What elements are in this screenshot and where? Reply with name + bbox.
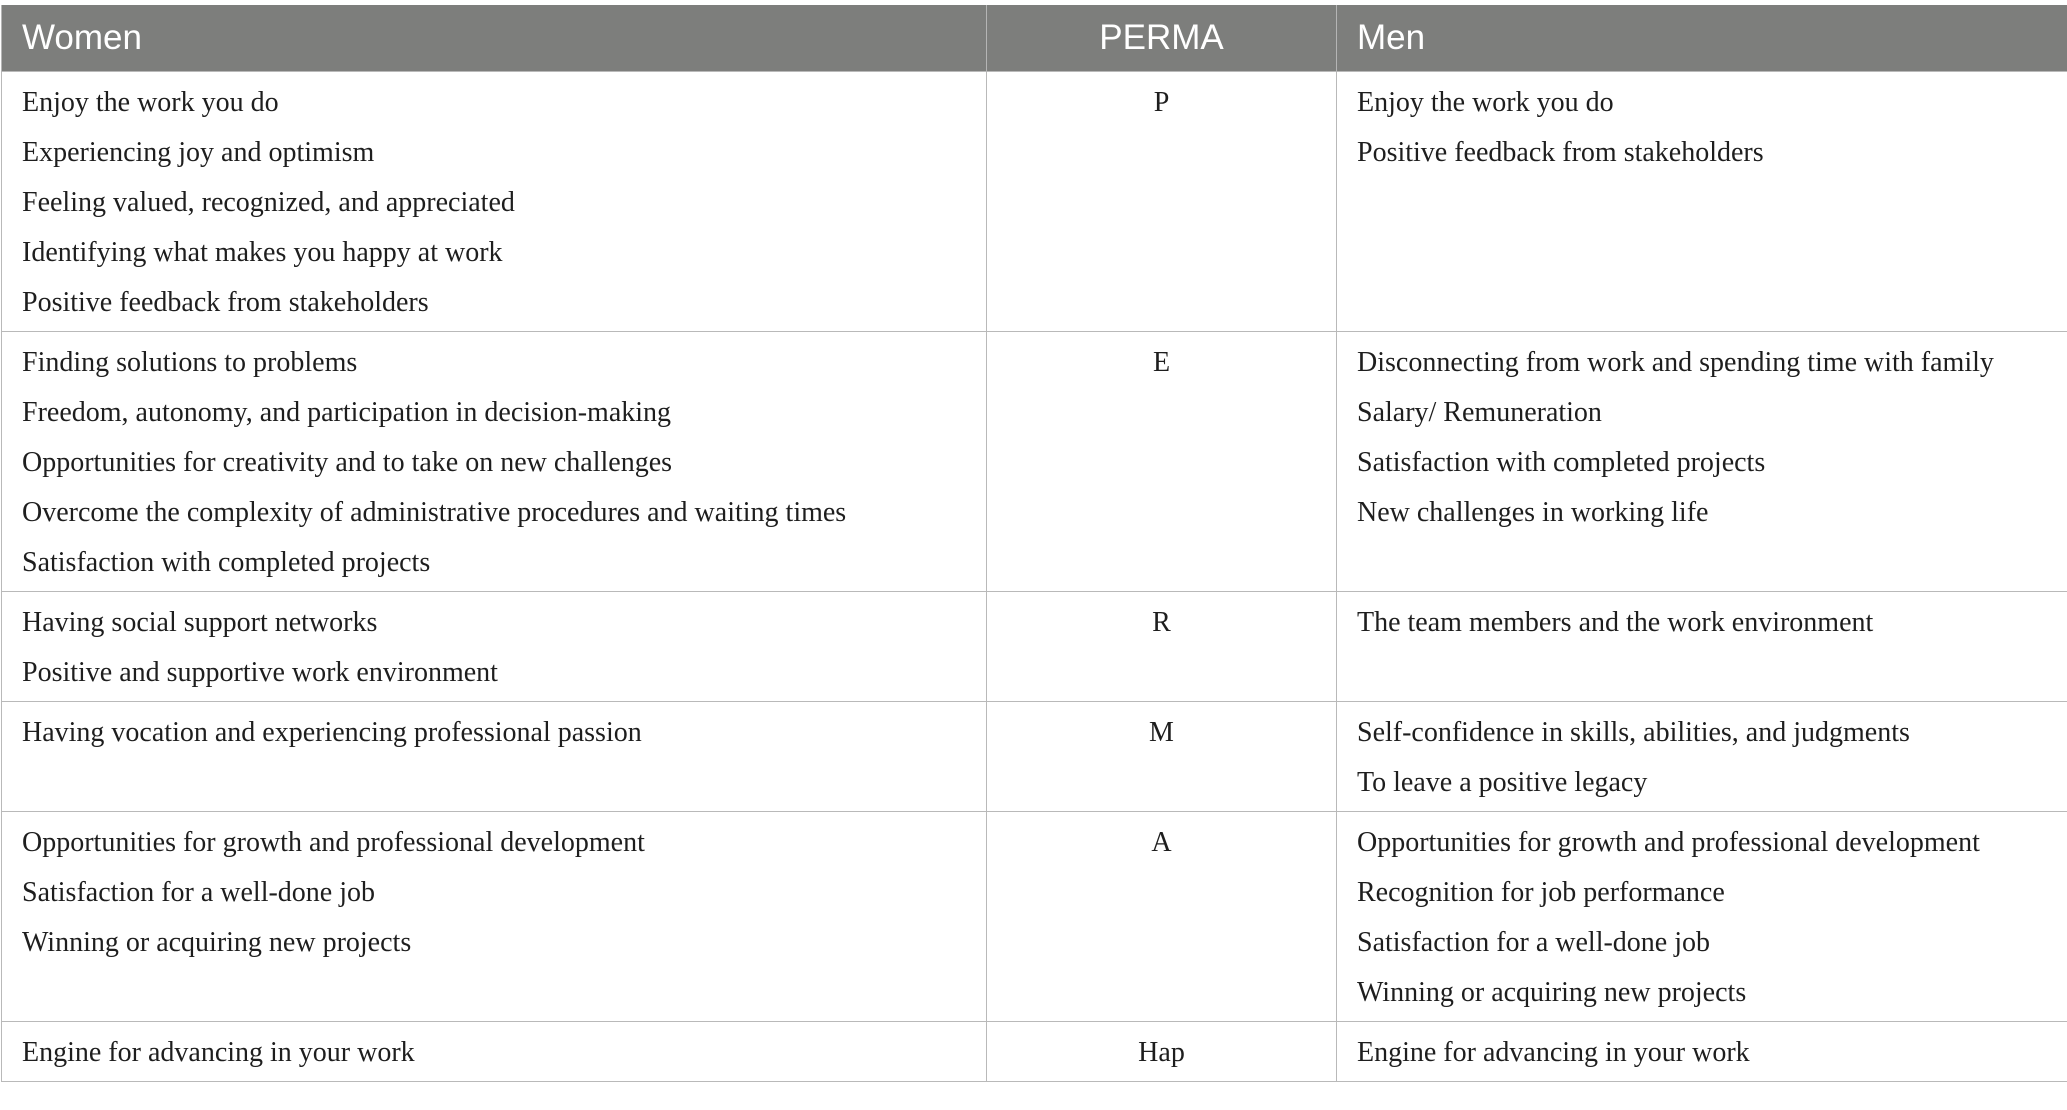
women-item: Overcome the complexity of administrative procedures and waiting times — [22, 497, 847, 528]
men-item: Salary/ Remuneration — [1357, 397, 1602, 428]
women-item: Winning or acquiring new projects — [22, 927, 412, 958]
perma-cell — [987, 702, 1337, 812]
men-item: Satisfaction for a well-done job — [1357, 927, 1711, 958]
men-item: Self-confidence in skills, abilities, and judgments — [1357, 717, 1910, 748]
perma-cell — [987, 1022, 1337, 1082]
table-row — [2, 1022, 2067, 1082]
women-item: Opportunities for creativity and to take on new challenges — [22, 447, 673, 478]
men-item: Opportunities for growth and professional development — [1357, 827, 1980, 858]
men-cell — [1337, 812, 2067, 1022]
table-header — [2, 5, 2067, 72]
table-row — [2, 592, 2067, 702]
men-item: Winning or acquiring new projects — [1357, 977, 1747, 1008]
women-item: Freedom, autonomy, and participation in decision-making — [22, 397, 672, 428]
perma-cell — [987, 812, 1337, 1022]
women-item: Feeling valued, recognized, and appreciated — [22, 187, 515, 218]
women-cell — [2, 702, 987, 812]
women-cell — [2, 332, 987, 592]
women-item: Finding solutions to problems — [22, 347, 358, 378]
men-item: Engine for advancing in your work — [1357, 1037, 1750, 1068]
men-cell — [1337, 1022, 2067, 1082]
men-item: The team members and the work environment — [1357, 607, 1874, 638]
perma-letter: E — [1152, 347, 1171, 378]
women-item: Enjoy the work you do — [22, 87, 279, 118]
women-item: Experiencing joy and optimism — [22, 137, 375, 168]
perma-letter: P — [1153, 87, 1170, 118]
women-cell — [2, 592, 987, 702]
men-item: To leave a positive legacy — [1357, 767, 1648, 798]
women-item: Opportunities for growth and professional development — [22, 827, 645, 858]
women-item: Having social support networks — [22, 607, 378, 638]
perma-table-container — [1, 5, 2067, 1082]
perma-cell — [987, 592, 1337, 702]
women-item: Identifying what makes you happy at work — [22, 237, 503, 268]
table-row — [2, 72, 2067, 332]
men-item: Positive feedback from stakeholders — [1357, 137, 1764, 168]
women-item: Engine for advancing in your work — [22, 1037, 415, 1068]
men-item: Disconnecting from work and spending time with family — [1357, 347, 1994, 378]
women-item: Satisfaction with completed projects — [22, 547, 431, 578]
header-row — [2, 5, 2067, 72]
perma-cell — [987, 332, 1337, 592]
women-cell — [2, 72, 987, 332]
perma-letter: A — [1151, 827, 1172, 858]
perma-letter: R — [1152, 607, 1171, 638]
table-body — [2, 72, 2067, 1082]
perma-comparison-table — [1, 5, 2067, 1082]
table-row — [2, 702, 2067, 812]
women-item: Having vocation and experiencing professional passion — [22, 717, 642, 748]
men-cell — [1337, 72, 2067, 332]
perma-letter: Hap — [1138, 1037, 1185, 1068]
table-row — [2, 812, 2067, 1022]
women-cell — [2, 1022, 987, 1082]
men-item: Enjoy the work you do — [1357, 87, 1614, 118]
perma-letter: M — [1149, 717, 1174, 748]
men-cell — [1337, 592, 2067, 702]
header-women: Women — [2, 5, 987, 72]
men-item: Recognition for job performance — [1357, 877, 1725, 908]
men-cell — [1337, 332, 2067, 592]
women-cell — [2, 812, 987, 1022]
header-perma: PERMA — [987, 5, 1337, 72]
header-men: Men — [1337, 5, 2067, 72]
perma-cell — [987, 72, 1337, 332]
women-item: Positive feedback from stakeholders — [22, 287, 429, 318]
men-cell — [1337, 702, 2067, 812]
women-item: Positive and supportive work environment — [22, 657, 498, 688]
women-item: Satisfaction for a well-done job — [22, 877, 376, 908]
men-item: New challenges in working life — [1357, 497, 1709, 528]
table-row — [2, 332, 2067, 592]
men-item: Satisfaction with completed projects — [1357, 447, 1766, 478]
